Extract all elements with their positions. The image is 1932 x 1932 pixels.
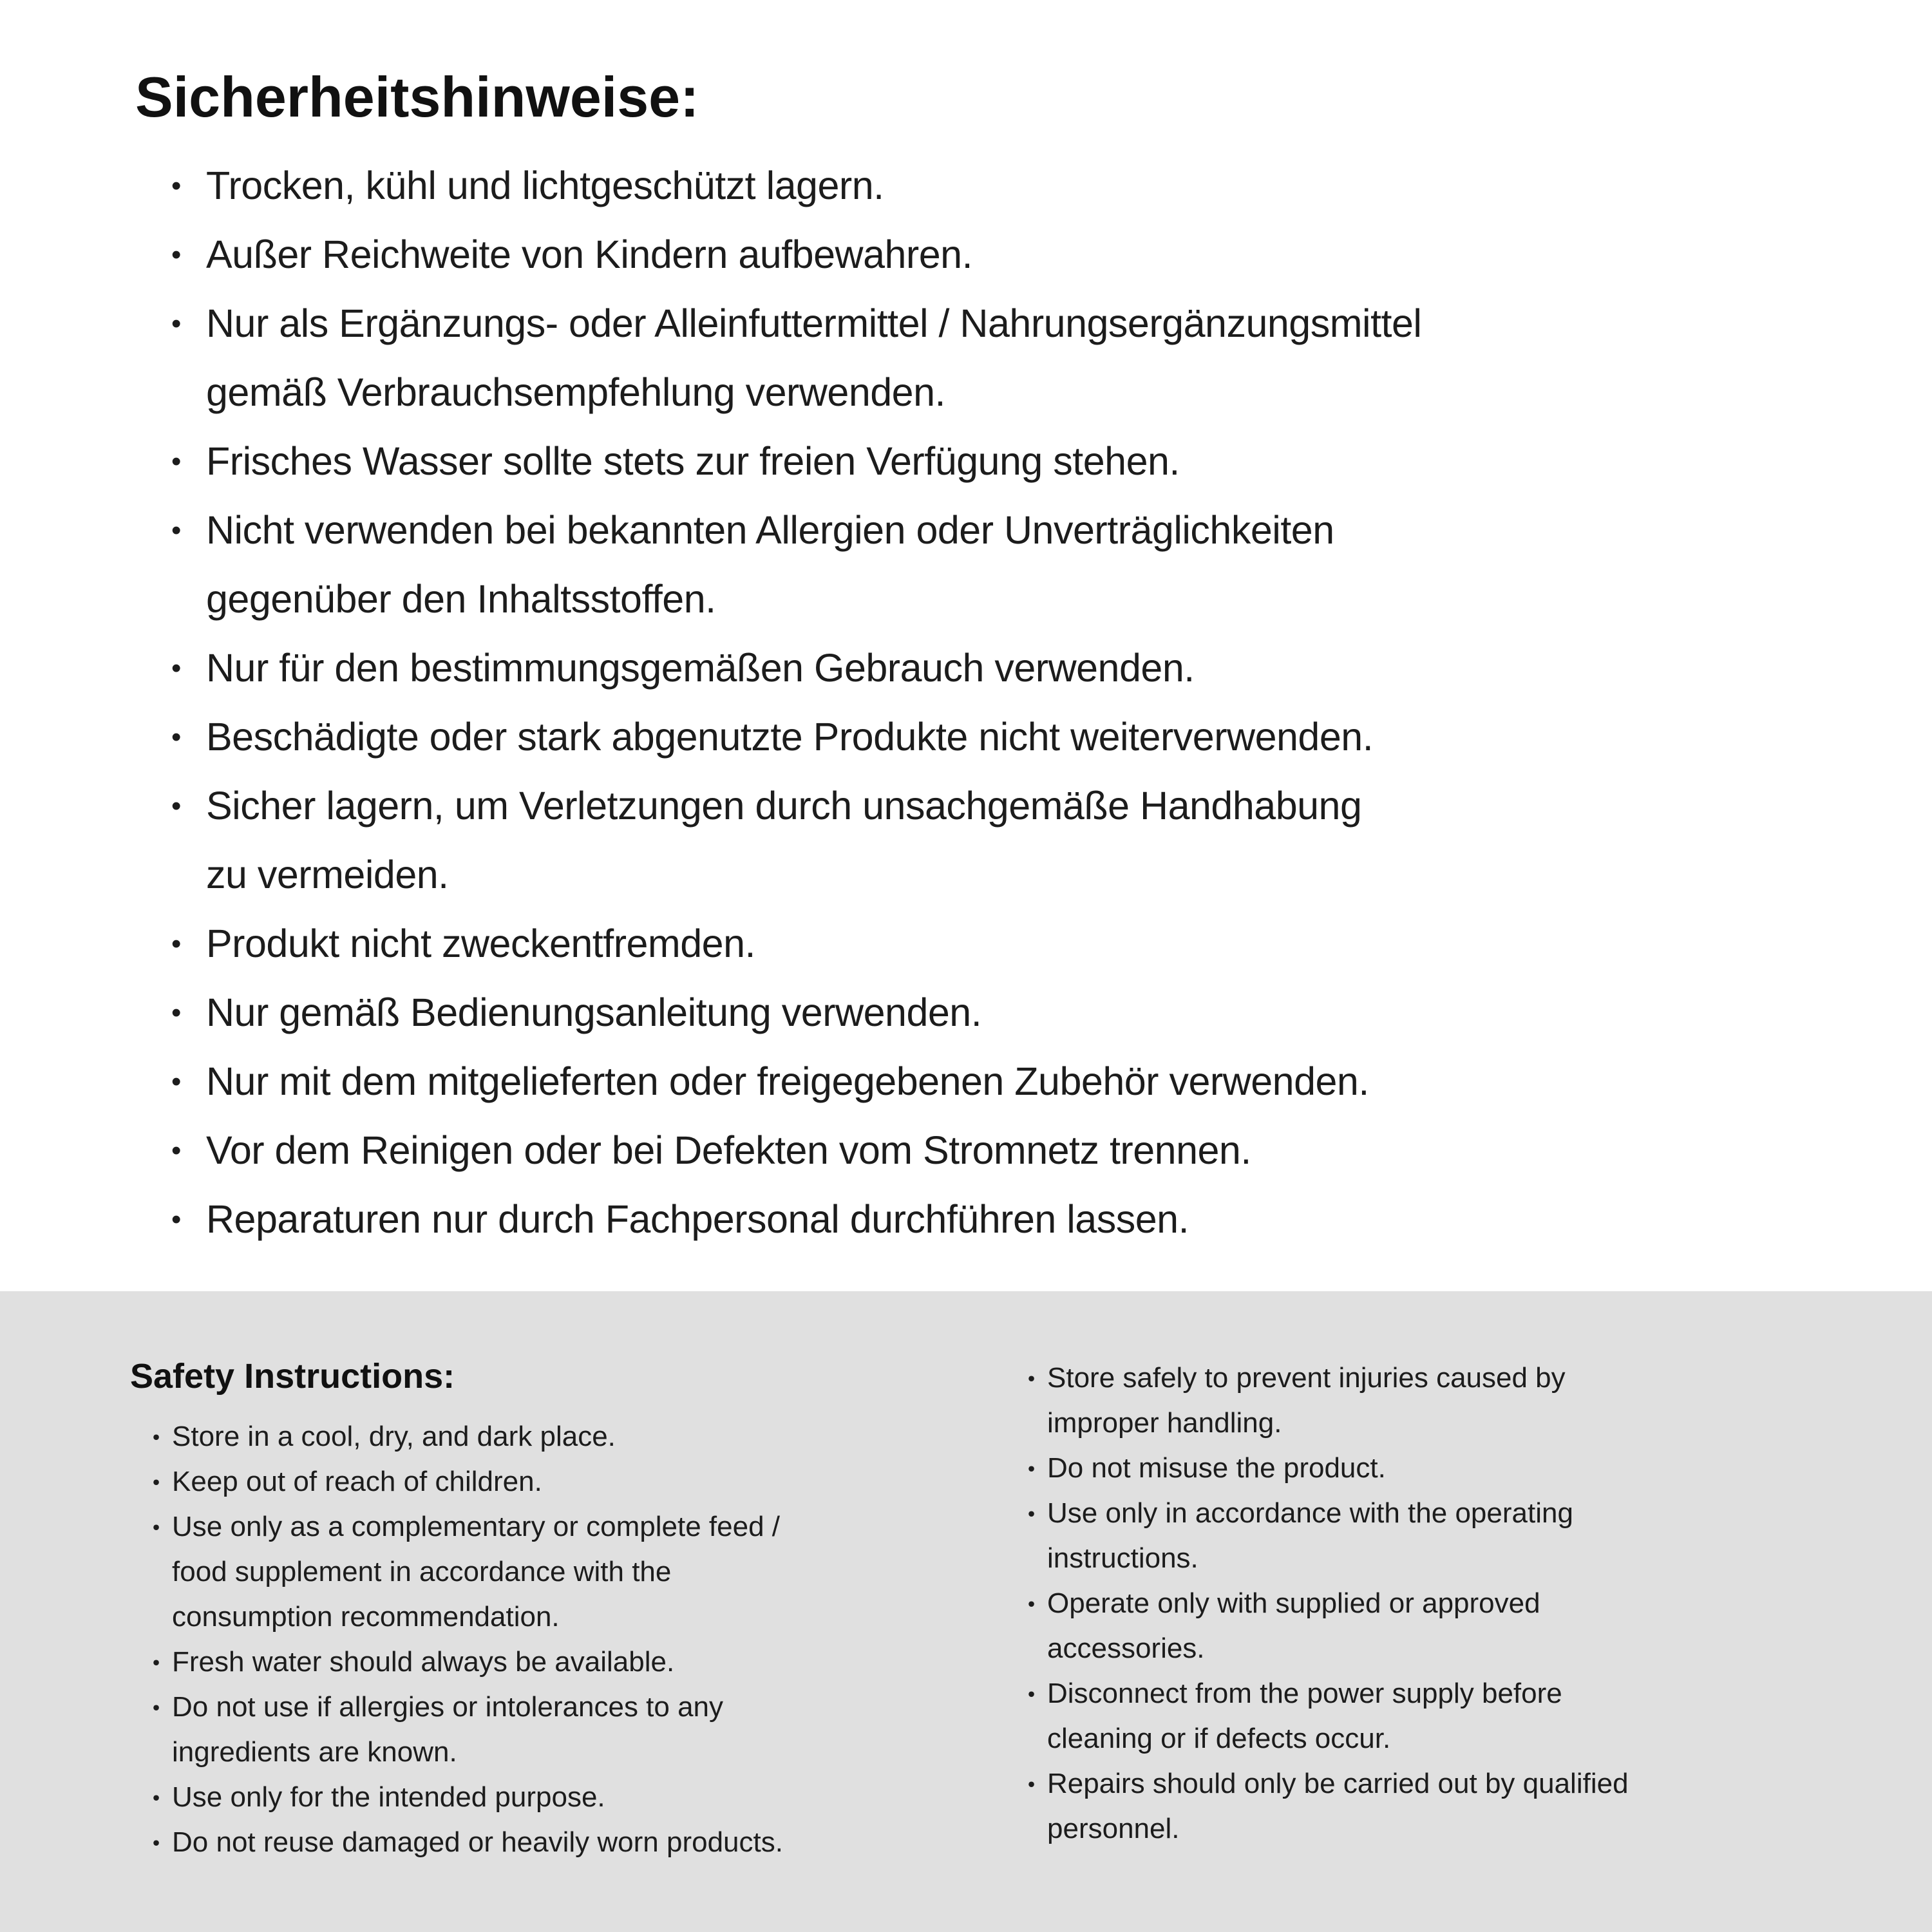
safety-list-item-text: Reparaturen nur durch Fachpersonal durchführen lassen. — [206, 1197, 1189, 1242]
bullet-icon: • — [171, 1066, 181, 1098]
bullet-icon: • — [171, 997, 181, 1029]
safety-list-item — [1028, 1446, 1874, 1491]
bullet-icon: • — [153, 1515, 160, 1539]
safety-list-item-text: Repairs should only be carried out by qualified personnel. — [1047, 1768, 1629, 1844]
bullet-icon: • — [171, 790, 181, 822]
bullet-icon: • — [171, 515, 181, 547]
safety-list-item-text: Operate only with supplied or approved accessories. — [1047, 1587, 1540, 1664]
safety-list-item — [1028, 1581, 1874, 1671]
safety-list-item-text: Frisches Wasser sollte stets zur freien Verfügung stehen. — [206, 439, 1180, 484]
english-left-column — [130, 1356, 967, 1932]
bullet-icon: • — [171, 652, 181, 685]
bullet-icon: • — [171, 1204, 181, 1236]
bullet-icon: • — [171, 1135, 181, 1167]
safety-list-item-text: Nur gemäß Bedienungsanleitung verwenden. — [206, 990, 982, 1035]
bullet-icon: • — [1028, 1592, 1036, 1615]
safety-list-item-text: Do not use if allergies or intolerances to any ingredients are known. — [172, 1690, 724, 1768]
bullet-icon: • — [153, 1695, 160, 1719]
bullet-icon: • — [171, 721, 181, 753]
bullet-icon: • — [171, 308, 181, 340]
bullet-icon: • — [171, 928, 181, 960]
bullet-icon: • — [153, 1425, 160, 1448]
safety-list-item — [171, 1116, 1868, 1185]
bullet-icon: • — [1028, 1682, 1036, 1705]
safety-list-item — [153, 1640, 967, 1685]
safety-list-item — [171, 909, 1868, 978]
safety-list-item-text: Use only in accordance with the operating instructions. — [1047, 1497, 1573, 1574]
safety-list-item — [153, 1775, 967, 1820]
safety-list-item-text: Store in a cool, dry, and dark place. — [172, 1420, 616, 1452]
safety-list-item — [153, 1459, 967, 1504]
safety-list-item-text: Nur für den bestimmungsgemäßen Gebrauch verwenden. — [206, 646, 1195, 690]
english-safety-list-left — [130, 1414, 967, 1865]
safety-list-item-text: Do not reuse damaged or heavily worn products. — [172, 1826, 783, 1858]
english-heading: Safety Instructions: — [130, 1357, 455, 1396]
safety-list-item — [171, 1185, 1868, 1254]
safety-list-item — [171, 772, 1868, 909]
safety-list-item — [171, 427, 1868, 496]
english-right-column — [1028, 1356, 1874, 1932]
safety-list-item-text: Store safely to prevent injuries caused by improper handling. — [1047, 1362, 1566, 1439]
safety-list-item — [153, 1414, 967, 1459]
safety-list-item — [153, 1820, 967, 1865]
safety-list-item — [171, 1047, 1868, 1116]
safety-list-item-text: Vor dem Reinigen oder bei Defekten vom Stromnetz trennen. — [206, 1128, 1251, 1173]
bullet-icon: • — [153, 1785, 160, 1809]
safety-list-item-text: Use only for the intended purpose. — [172, 1781, 605, 1813]
safety-list-item — [1028, 1491, 1874, 1581]
safety-list-item — [171, 289, 1868, 427]
english-safety-list-right — [1028, 1356, 1874, 1852]
safety-list-item — [171, 151, 1868, 220]
safety-list-item-text: Disconnect from the power supply before cleaning or if defects occur. — [1047, 1678, 1562, 1754]
safety-list-item-text: Nicht verwenden bei bekannten Allergien oder Unverträglichkeiten gegenüber den Inhaltsstoffen. — [206, 508, 1334, 621]
bullet-icon: • — [171, 446, 181, 478]
safety-list-item — [171, 703, 1868, 772]
safety-list-item-text: Keep out of reach of children. — [172, 1465, 542, 1497]
safety-list-item — [171, 220, 1868, 289]
safety-list-item-text: Produkt nicht zweckentfremden. — [206, 922, 755, 966]
safety-list-item-text: Beschädigte oder stark abgenutzte Produkte nicht weiterverwenden. — [206, 715, 1374, 759]
safety-list-item-text: Nur als Ergänzungs- oder Alleinfuttermittel / Nahrungsergänzungsmittel gemäß Verbrauchsempfehlung verwenden. — [206, 301, 1422, 415]
safety-list-item — [1028, 1761, 1874, 1852]
safety-list-item — [153, 1685, 967, 1775]
german-safety-list — [135, 151, 1868, 1254]
safety-list-item-text: Sicher lagern, um Verletzungen durch unsachgemäße Handhabung zu vermeiden. — [206, 784, 1362, 897]
bullet-icon: • — [153, 1470, 160, 1493]
safety-list-item — [171, 496, 1868, 634]
safety-list-item-text: Außer Reichweite von Kindern aufbewahren. — [206, 232, 973, 277]
bullet-icon: • — [153, 1830, 160, 1854]
safety-list-item-text: Do not misuse the product. — [1047, 1452, 1386, 1484]
bullet-icon: • — [1028, 1367, 1036, 1390]
safety-list-item — [171, 978, 1868, 1047]
bullet-icon: • — [171, 170, 181, 202]
safety-list-item-text: Fresh water should always be available. — [172, 1645, 675, 1678]
bullet-icon: • — [153, 1650, 160, 1674]
safety-list-item-text: Use only as a complementary or complete feed / food supplement in accordance with the consumption recommendation. — [172, 1510, 781, 1633]
safety-list-item — [1028, 1356, 1874, 1446]
bullet-icon: • — [1028, 1772, 1036, 1795]
bullet-icon: • — [171, 239, 181, 271]
german-heading: Sicherheitshinweise: — [135, 65, 699, 129]
safety-list-item-text: Trocken, kühl und lichtgeschützt lagern. — [206, 164, 884, 208]
safety-list-item — [171, 634, 1868, 703]
bullet-icon: • — [1028, 1457, 1036, 1480]
safety-list-item-text: Nur mit dem mitgelieferten oder freigegebenen Zubehör verwenden. — [206, 1059, 1369, 1104]
english-section — [0, 1291, 1932, 1932]
safety-list-item — [1028, 1671, 1874, 1761]
bullet-icon: • — [1028, 1502, 1036, 1525]
safety-list-item — [153, 1504, 967, 1640]
